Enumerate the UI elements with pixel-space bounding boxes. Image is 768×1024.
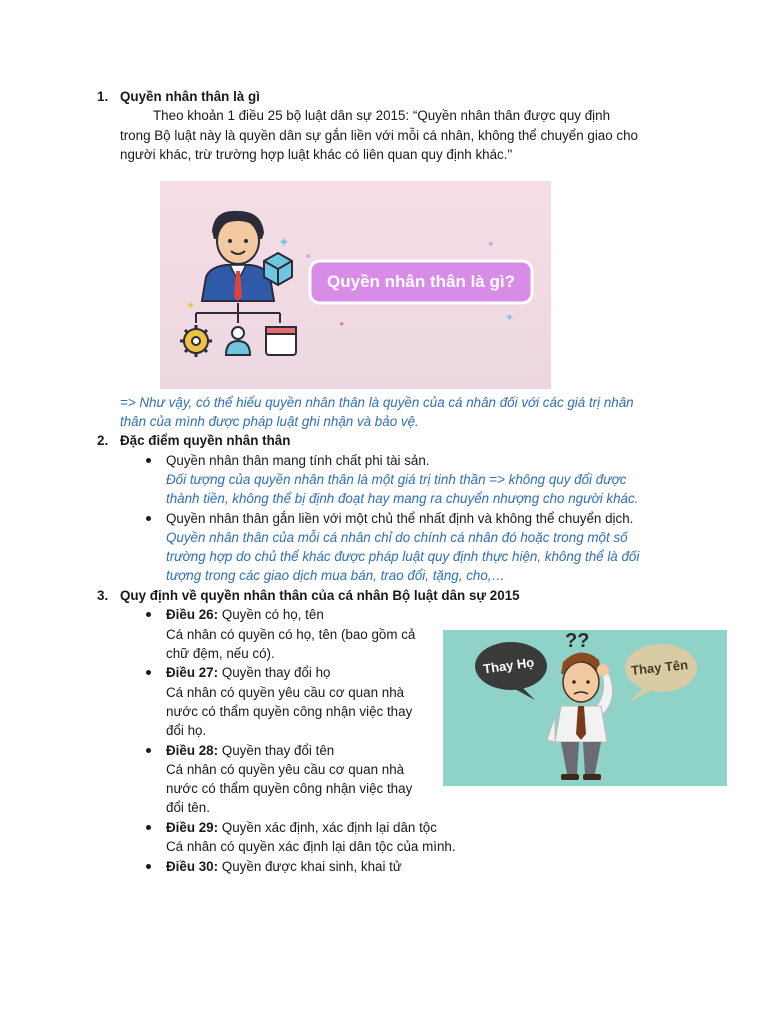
list-item-note: Quyền nhân thân của mỗi cá nhân chỉ do chính cá nhân đó hoặc trong một số — [166, 530, 628, 545]
article-desc: đổi tên. — [166, 800, 210, 815]
article-desc: nước có thẩm quyền công nhận việc thay — [166, 704, 413, 719]
list-item-note: thành tiền, không thể bị định đoạt hay mang ra chuyển nhượng cho người khác. — [166, 491, 639, 506]
conclusion-line: thân của mình được pháp luật ghi nhận và bảo vệ. — [120, 414, 419, 429]
section-number: 1. — [97, 89, 109, 104]
list-item-note: tượng trong các giao dịch mua bán, trao đổi, tặng, cho,… — [166, 568, 505, 583]
bullet-dot — [146, 748, 151, 753]
article-heading — [166, 741, 334, 760]
article-desc: nước có thẩm quyền công nhận việc thay — [166, 781, 413, 796]
article-desc: Cá nhân có quyền có họ, tên (bao gồm cả — [166, 627, 416, 642]
article-title: Quyền thay đổi họ — [218, 665, 331, 680]
svg-text:✦: ✦ — [186, 299, 196, 312]
illustration-thay-ho-thay-ten — [443, 630, 727, 786]
section-title: Đặc điểm quyền nhân thân — [120, 433, 291, 448]
svg-text:✦: ✦ — [505, 311, 515, 324]
article-label: Điều 27: — [166, 665, 219, 680]
article-desc: Cá nhân có quyền xác định lại dân tộc của mình. — [166, 839, 456, 854]
svg-text:✦: ✦ — [278, 235, 290, 251]
section-number: 3. — [97, 588, 109, 603]
article-desc: Cá nhân có quyền yêu cầu cơ quan nhà — [166, 685, 405, 700]
illustration-caption: Quyền nhân thân là gì? — [327, 272, 515, 291]
confused-man-illustration — [443, 630, 727, 786]
list-item: Quyền nhân thân mang tính chất phi tài sản. — [166, 453, 430, 468]
bubble-left-text: Thay Họ — [482, 654, 536, 677]
svg-text:✦: ✦ — [338, 320, 346, 330]
section-number: 2. — [97, 433, 109, 448]
article-title: Quyền thay đổi tên — [218, 743, 335, 758]
article-title: Quyền có họ, tên — [218, 607, 324, 622]
section-title: Quy định về quyền nhân thân của cá nhân Bộ luật dân sự 2015 — [120, 588, 520, 603]
article-label: Điều 29: — [166, 820, 219, 835]
article-desc: đổi họ. — [166, 723, 207, 738]
section-title: Quyền nhân thân là gì — [120, 89, 260, 104]
article-desc: Cá nhân có quyền yêu cầu cơ quan nhà — [166, 762, 405, 777]
article-heading — [166, 663, 331, 682]
paragraph-line: trong Bộ luật này là quyền dân sự gắn liền với mỗi cá nhân, không thể chuyển giao cho — [120, 128, 639, 143]
illustration-quyen-nhan-than — [160, 181, 551, 389]
list-item-note: Đối tượng của quyền nhân thân là một giá trị tinh thần => không quy đổi được — [166, 472, 627, 487]
article-title: Quyền xác định, xác định lại dân tộc — [218, 820, 437, 835]
article-label: Điều 28: — [166, 743, 219, 758]
svg-text:✦: ✦ — [305, 252, 312, 261]
bullet-dot — [146, 612, 151, 617]
article-heading — [166, 605, 324, 624]
bullet-dot — [146, 516, 151, 521]
article-desc: chữ đệm, nếu có). — [166, 646, 275, 661]
article-title: Quyền được khai sinh, khai tử — [218, 859, 402, 874]
article-label: Điều 30: — [166, 859, 219, 874]
paragraph-line: người khác, trừ trường hợp luật khác có liên quan quy định khác." — [120, 147, 513, 162]
bubble-right-text: Thay Tên — [630, 657, 689, 678]
question-marks: ?? — [565, 630, 590, 652]
article-heading — [166, 818, 437, 837]
bullet-dot — [146, 864, 151, 869]
list-item-note: trường hợp do chủ thể khác được pháp luật quy định thực hiện, không thể là đối — [166, 549, 640, 564]
bullet-dot — [146, 670, 151, 675]
conclusion-line: => Như vậy, có thể hiểu quyền nhân thân là quyền của cá nhân đối với các giá trị nhân — [120, 395, 634, 410]
article-heading — [166, 857, 402, 876]
article-label: Điều 26: — [166, 607, 219, 622]
bullet-dot — [146, 825, 151, 830]
list-item: Quyền nhân thân gắn liền với một chủ thể nhất định và không thể chuyển dịch. — [166, 511, 634, 526]
svg-text:✦: ✦ — [487, 240, 495, 250]
paragraph-line: Theo khoản 1 điều 25 bộ luật dân sự 2015: “Quyền nhân thân được quy định — [153, 108, 611, 123]
bullet-dot — [146, 458, 151, 463]
